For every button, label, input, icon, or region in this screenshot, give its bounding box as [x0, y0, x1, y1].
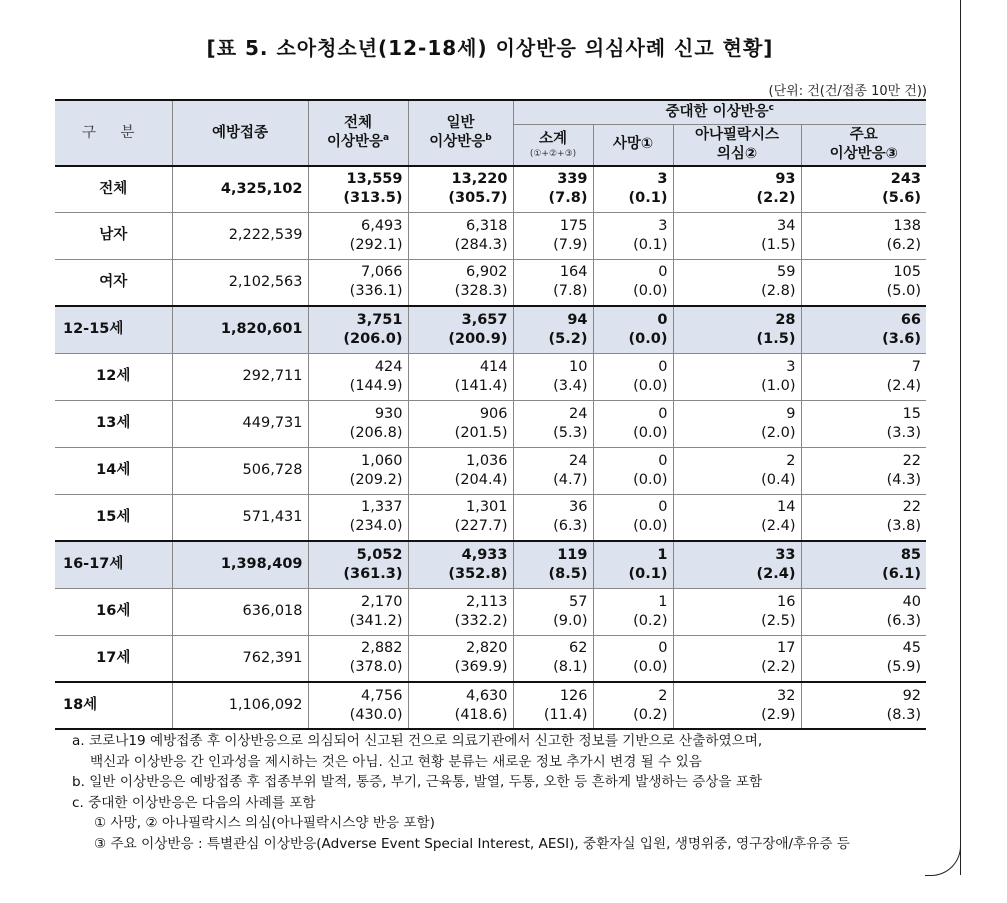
rate-value: (3.8)	[886, 518, 922, 535]
table-row	[55, 588, 926, 635]
count-value: 17	[777, 640, 796, 657]
footnote-b: b. 일반 이상반응은 예방접종 후 접종부위 발적, 통증, 부기, 근육통, 발열, 두통, 오한 등 흔하게 발생하는 증상을 포함	[72, 774, 763, 790]
count-value: 164	[559, 264, 588, 281]
count-value: 414	[479, 358, 508, 375]
footnote-c-1: ① 사망, ② 아나필락시스 의심(아나필락시스양 반응 포함)	[94, 815, 435, 831]
rate-value: (7.8)	[553, 283, 588, 300]
cell-subtotal	[513, 447, 593, 494]
rate-value: (6.1)	[882, 565, 922, 582]
cell-ana	[673, 400, 801, 447]
count-value: 0	[658, 499, 668, 516]
cell-death	[593, 494, 673, 541]
cell-subtotal	[513, 212, 593, 259]
vaccination-count: 1,106,092	[172, 682, 308, 729]
cell-major	[801, 306, 926, 353]
rate-value: (6.3)	[886, 612, 922, 629]
cell-ana	[673, 682, 801, 729]
count-value: 57	[569, 593, 588, 610]
cell-death	[593, 306, 673, 353]
rate-value: (206.8)	[349, 424, 403, 441]
rate-value: (1.0)	[761, 377, 796, 394]
count-value: 3	[658, 217, 668, 234]
table-row	[55, 212, 926, 259]
cell-major	[801, 588, 926, 635]
cell-total	[308, 494, 408, 541]
rate-value: (0.0)	[633, 471, 668, 488]
count-value: 28	[775, 311, 796, 328]
count-value: 3	[657, 171, 668, 188]
row-label: 16세	[55, 588, 172, 635]
rate-value: (5.9)	[886, 659, 922, 676]
count-value: 3	[786, 358, 796, 375]
cell-general	[408, 212, 513, 259]
row-label: 12세	[55, 353, 172, 400]
header-major-ae: 주요 이상반응③	[801, 124, 926, 166]
count-value: 14	[777, 499, 796, 516]
count-value: 1	[657, 546, 668, 563]
rate-value: (200.9)	[448, 330, 508, 347]
vaccination-count: 636,018	[172, 588, 308, 635]
cell-death	[593, 400, 673, 447]
count-value: 4,630	[465, 687, 508, 704]
rate-value: (2.4)	[886, 377, 922, 394]
count-value: 175	[559, 217, 588, 234]
cell-ana	[673, 588, 801, 635]
cell-death	[593, 166, 673, 212]
rate-value: (0.2)	[633, 612, 668, 629]
cell-total	[308, 588, 408, 635]
cell-death	[593, 635, 673, 682]
vaccination-count: 449,731	[172, 400, 308, 447]
cell-ana	[673, 635, 801, 682]
cell-death	[593, 259, 673, 306]
count-value: 93	[775, 171, 796, 188]
cell-subtotal	[513, 494, 593, 541]
rate-value: (418.6)	[454, 706, 508, 723]
row-label: 12-15세	[55, 306, 172, 353]
header-general-ae: 일반 이상반응$^b$	[408, 100, 513, 166]
count-value: 0	[658, 264, 668, 281]
cell-major	[801, 494, 926, 541]
vaccination-count: 2,102,563	[172, 259, 308, 306]
cell-ana	[673, 259, 801, 306]
rate-value: (0.0)	[633, 659, 668, 676]
vaccination-count: 762,391	[172, 635, 308, 682]
count-value: 62	[569, 640, 588, 657]
rate-value: (292.1)	[349, 236, 403, 253]
cell-subtotal	[513, 541, 593, 588]
count-value: 2,820	[465, 640, 508, 657]
cell-ana	[673, 541, 801, 588]
rate-value: (0.1)	[628, 190, 668, 207]
cell-death	[593, 353, 673, 400]
cell-total	[308, 166, 408, 212]
cell-general	[408, 259, 513, 306]
cell-major	[801, 259, 926, 306]
count-value: 1	[658, 593, 668, 610]
count-value: 94	[567, 311, 588, 328]
row-label: 여자	[55, 259, 172, 306]
rate-value: (6.3)	[553, 518, 588, 535]
cell-general	[408, 306, 513, 353]
cell-major	[801, 353, 926, 400]
rate-value: (144.9)	[349, 377, 403, 394]
cell-total	[308, 447, 408, 494]
count-value: 32	[777, 687, 796, 704]
cell-subtotal	[513, 306, 593, 353]
rate-value: (369.9)	[454, 659, 508, 676]
rate-value: (430.0)	[349, 706, 403, 723]
count-value: 15	[902, 405, 922, 422]
count-value: 6,493	[360, 217, 403, 234]
count-value: 0	[658, 358, 668, 375]
count-value: 9	[786, 405, 796, 422]
row-label: 남자	[55, 212, 172, 259]
header-serious-ae: 중대한 이상반응$^c$	[513, 100, 926, 124]
cell-subtotal	[513, 353, 593, 400]
rate-value: (313.5)	[343, 190, 403, 207]
rate-value: (3.3)	[886, 424, 922, 441]
rate-value: (2.2)	[756, 190, 796, 207]
count-value: 7	[911, 358, 922, 375]
count-value: 59	[777, 264, 796, 281]
cell-total	[308, 400, 408, 447]
row-label: 15세	[55, 494, 172, 541]
rate-value: (206.0)	[343, 330, 403, 347]
cell-general	[408, 494, 513, 541]
vaccination-count: 1,398,409	[172, 541, 308, 588]
cell-death	[593, 682, 673, 729]
cell-general	[408, 166, 513, 212]
rate-value: (305.7)	[448, 190, 508, 207]
rate-value: (227.7)	[454, 518, 508, 535]
rate-value: (7.8)	[548, 190, 588, 207]
count-value: 0	[657, 311, 668, 328]
cell-ana	[673, 212, 801, 259]
cell-total	[308, 306, 408, 353]
rate-value: (0.0)	[633, 518, 668, 535]
count-value: 2,882	[360, 640, 403, 657]
rate-value: (2.4)	[756, 565, 796, 582]
table-row	[55, 541, 926, 588]
count-value: 0	[658, 405, 668, 422]
count-value: 7,066	[360, 264, 403, 281]
count-value: 138	[893, 217, 922, 234]
row-label: 13세	[55, 400, 172, 447]
vaccination-count: 506,728	[172, 447, 308, 494]
cell-major	[801, 541, 926, 588]
header-death: 사망①	[593, 124, 673, 166]
rate-value: (0.4)	[761, 471, 796, 488]
count-value: 2	[658, 687, 668, 704]
rate-value: (11.4)	[543, 706, 588, 723]
count-value: 1,036	[465, 452, 508, 469]
rate-value: (378.0)	[349, 659, 403, 676]
header-gubun: 구 분	[55, 100, 172, 166]
count-value: 4,756	[360, 687, 403, 704]
unit-note: (단위: 건(건/접종 10만 건))	[768, 84, 927, 99]
rate-value: (2.4)	[761, 518, 796, 535]
header-vaccination: 예방접종	[172, 100, 308, 166]
cell-general	[408, 447, 513, 494]
cell-subtotal	[513, 635, 593, 682]
rate-value: (9.0)	[553, 612, 588, 629]
rate-value: (0.0)	[628, 330, 668, 347]
rate-value: (341.2)	[349, 612, 403, 629]
count-value: 24	[569, 405, 588, 422]
count-value: 105	[893, 264, 922, 281]
table-row	[55, 166, 926, 212]
cell-total	[308, 353, 408, 400]
rate-value: (2.0)	[761, 424, 796, 441]
cell-major	[801, 635, 926, 682]
vaccination-count: 2,222,539	[172, 212, 308, 259]
count-value: 10	[569, 358, 588, 375]
count-value: 1,301	[465, 499, 508, 516]
count-value: 3,751	[356, 311, 403, 328]
rate-value: (2.8)	[761, 283, 796, 300]
header-total-ae: 전체 이상반응$^a$	[308, 100, 408, 166]
count-value: 22	[902, 452, 922, 469]
cell-total	[308, 635, 408, 682]
count-value: 2,113	[465, 593, 508, 610]
rate-value: (3.6)	[882, 330, 922, 347]
row-label: 전체	[55, 166, 172, 212]
rate-value: (361.3)	[343, 565, 403, 582]
rate-value: (2.2)	[761, 659, 796, 676]
vaccination-count: 4,325,102	[172, 166, 308, 212]
count-value: 24	[569, 452, 588, 469]
count-value: 126	[559, 687, 588, 704]
rate-value: (3.4)	[553, 377, 588, 394]
rate-value: (1.5)	[761, 236, 796, 253]
count-value: 36	[569, 499, 588, 516]
table-row	[55, 259, 926, 306]
rate-value: (332.2)	[454, 612, 508, 629]
cell-major	[801, 682, 926, 729]
count-value: 1,060	[360, 452, 403, 469]
count-value: 33	[775, 546, 796, 563]
rate-value: (201.5)	[454, 424, 508, 441]
cell-ana	[673, 306, 801, 353]
rate-value: (2.9)	[761, 706, 796, 723]
count-value: 66	[900, 311, 922, 328]
table-row	[55, 682, 926, 729]
rate-value: (6.2)	[886, 236, 922, 253]
table-row	[55, 306, 926, 353]
count-value: 40	[902, 593, 922, 610]
cell-general	[408, 588, 513, 635]
cell-major	[801, 212, 926, 259]
vaccination-count: 292,711	[172, 353, 308, 400]
cell-subtotal	[513, 259, 593, 306]
count-value: 34	[777, 217, 796, 234]
cell-ana	[673, 447, 801, 494]
rate-value: (352.8)	[448, 565, 508, 582]
cell-death	[593, 212, 673, 259]
count-value: 906	[479, 405, 508, 422]
cell-total	[308, 259, 408, 306]
row-label: 16-17세	[55, 541, 172, 588]
cell-subtotal	[513, 400, 593, 447]
footnote-c-2: ③ 주요 이상반응 : 특별관심 이상반응(Adverse Event Special Interest, AESI), 중환자실 입원, 생명위중, 영구장애/후유증 등	[94, 835, 850, 852]
footnotes	[72, 731, 962, 854]
table-row	[55, 494, 926, 541]
rate-value: (141.4)	[454, 377, 508, 394]
rate-value: (209.2)	[349, 471, 403, 488]
rate-value: (0.0)	[633, 377, 668, 394]
count-value: 1,337	[360, 499, 403, 516]
rate-value: (0.1)	[633, 236, 668, 253]
cell-general	[408, 682, 513, 729]
rate-value: (8.1)	[553, 659, 588, 676]
count-value: 339	[557, 171, 588, 188]
rate-value: (336.1)	[349, 283, 403, 300]
cell-major	[801, 166, 926, 212]
count-value: 119	[557, 546, 588, 563]
footnote-a-cont: 백신과 이상반응 간 인과성을 제시하는 것은 아님. 신고 현황 분류는 새로운 정보 추가시 변경 될 수 있음	[90, 753, 702, 770]
vaccination-count: 571,431	[172, 494, 308, 541]
count-value: 930	[374, 405, 403, 422]
cell-total	[308, 212, 408, 259]
count-value: 5,052	[356, 546, 403, 563]
cell-ana	[673, 353, 801, 400]
rate-value: (328.3)	[454, 283, 508, 300]
count-value: 13,559	[346, 171, 403, 188]
count-value: 0	[658, 640, 668, 657]
count-value: 13,220	[451, 171, 508, 188]
rate-value: (4.3)	[886, 471, 922, 488]
rate-value: (7.9)	[553, 236, 588, 253]
cell-total	[308, 541, 408, 588]
cell-death	[593, 447, 673, 494]
footnote-a: a. 코로나19 예방접종 후 이상반응으로 의심되어 신고된 건으로 의료기관에서 신고한 정보를 기반으로 산출하였으며,	[72, 733, 763, 749]
rate-value: (5.2)	[548, 330, 588, 347]
count-value: 6,318	[465, 217, 508, 234]
cell-death	[593, 588, 673, 635]
count-value: 6,902	[465, 264, 508, 281]
cell-general	[408, 635, 513, 682]
adverse-event-table	[55, 99, 926, 730]
cell-death	[593, 541, 673, 588]
cell-major	[801, 447, 926, 494]
rate-value: (5.6)	[882, 190, 922, 207]
rate-value: (0.0)	[633, 424, 668, 441]
header-subtotal: 소계 (①+②+③)	[513, 124, 593, 166]
rate-value: (5.0)	[886, 283, 922, 300]
table-row	[55, 400, 926, 447]
rate-value: (5.3)	[553, 424, 588, 441]
count-value: 22	[902, 499, 922, 516]
rate-value: (1.5)	[756, 330, 796, 347]
rate-value: (204.4)	[454, 471, 508, 488]
count-value: 2	[786, 452, 796, 469]
cell-general	[408, 353, 513, 400]
row-label: 14세	[55, 447, 172, 494]
cell-ana	[673, 494, 801, 541]
table-title: [표 5. 소아청소년(12-18세) 이상반응 의심사례 신고 현황]	[206, 36, 774, 60]
rate-value: (8.3)	[886, 706, 922, 723]
cell-total	[308, 682, 408, 729]
count-value: 3,657	[461, 311, 508, 328]
rate-value: (8.5)	[548, 565, 588, 582]
count-value: 4,933	[461, 546, 508, 563]
table-row	[55, 353, 926, 400]
rate-value: (4.7)	[553, 471, 588, 488]
row-label: 18세	[55, 682, 172, 729]
rate-value: (284.3)	[454, 236, 508, 253]
cell-ana	[673, 166, 801, 212]
cell-general	[408, 400, 513, 447]
vaccination-count: 1,820,601	[172, 306, 308, 353]
table-row	[55, 447, 926, 494]
cell-subtotal	[513, 166, 593, 212]
rate-value: (0.1)	[628, 565, 668, 582]
rate-value: (2.5)	[761, 612, 796, 629]
cell-subtotal	[513, 588, 593, 635]
rate-value: (0.0)	[633, 283, 668, 300]
rate-value: (234.0)	[349, 518, 403, 535]
count-value: 243	[890, 171, 922, 188]
footnote-c: c. 중대한 이상반응은 다음의 사례를 포함	[72, 794, 316, 811]
row-label: 17세	[55, 635, 172, 682]
count-value: 2,170	[360, 593, 403, 610]
count-value: 0	[658, 452, 668, 469]
count-value: 45	[902, 640, 922, 657]
cell-subtotal	[513, 682, 593, 729]
header-anaphylaxis: 아나필락시스 의심②	[673, 124, 801, 166]
count-value: 424	[374, 358, 403, 375]
table-row	[55, 635, 926, 682]
cell-general	[408, 541, 513, 588]
rate-value: (0.2)	[633, 706, 668, 723]
count-value: 16	[777, 593, 796, 610]
count-value: 85	[900, 546, 922, 563]
count-value: 92	[902, 687, 922, 704]
cell-major	[801, 400, 926, 447]
